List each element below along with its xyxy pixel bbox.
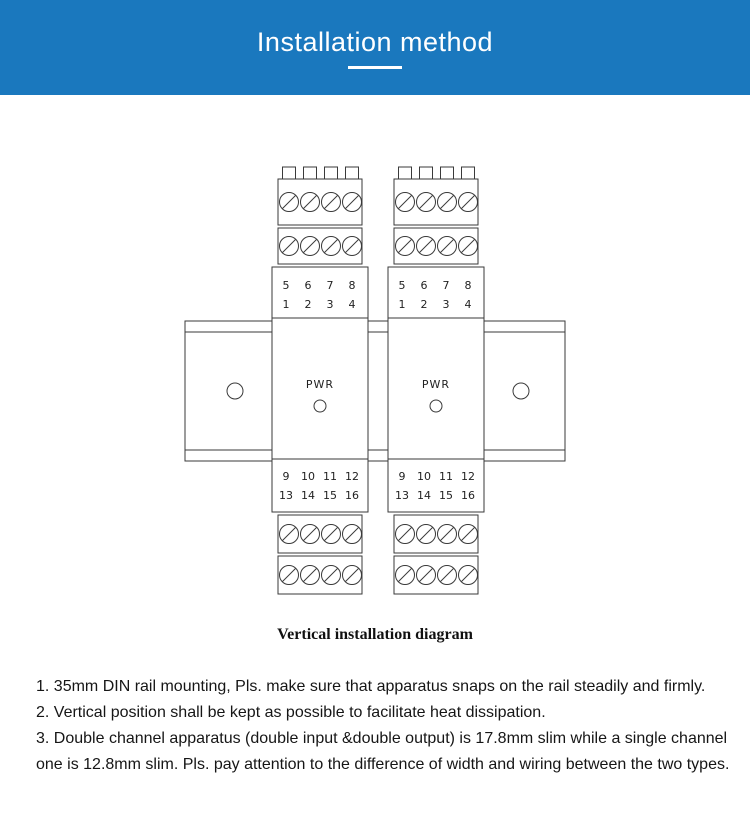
installation-notes xyxy=(0,644,750,778)
rail-mounting-hole-left xyxy=(227,383,243,399)
din-rail xyxy=(185,321,565,461)
isolator-module-right xyxy=(388,167,484,594)
header-banner xyxy=(0,0,750,95)
note-3: 3. Double channel apparatus (double input &double output) is 17.8mm slim while a single channel one is 12.8mm slim. Pls. pay attention to the difference of width and wiring between the two types. xyxy=(36,730,730,773)
installation-diagram: 5 6 7 8 1 2 3 4 PWR 9 10 11 12 13 14 15 16 xyxy=(0,129,750,624)
rail-mounting-hole-right xyxy=(513,383,529,399)
title-underline xyxy=(348,66,402,69)
diagram-area xyxy=(0,95,750,644)
isolator-module-left xyxy=(272,167,368,594)
page-title: Installation method xyxy=(256,26,494,57)
diagram-caption: Vertical installation diagram xyxy=(277,626,473,643)
note-1: 1. 35mm DIN rail mounting, Pls. make sure that apparatus snaps on the rail steadily and firmly. xyxy=(36,678,706,695)
note-2: 2. Vertical position shall be kept as possible to facilitate heat dissipation. xyxy=(36,704,546,721)
